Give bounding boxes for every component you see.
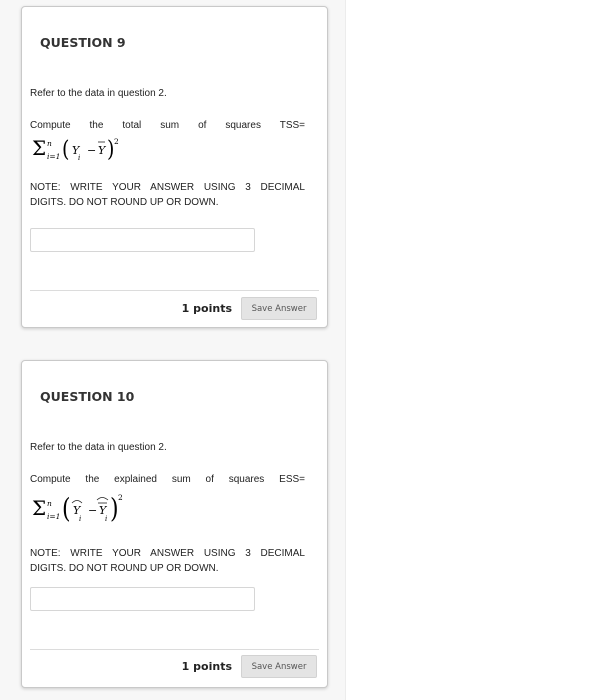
- open-paren: (: [62, 492, 71, 525]
- question-title: QUESTION 10: [40, 389, 135, 404]
- divider: [30, 649, 319, 650]
- points-label: 1 points: [181, 302, 232, 315]
- question-prompt: Compute the total sum of squares TSS=: [30, 120, 305, 131]
- open-paren: (: [62, 135, 70, 163]
- term-y: Y: [72, 144, 80, 157]
- sigma-symbol: Σ: [32, 496, 47, 520]
- ess-formula: [30, 489, 305, 529]
- term-y-subscript: i: [78, 154, 81, 162]
- save-answer-button[interactable]: Save Answer: [241, 655, 317, 678]
- term-yhat-subscript: i: [79, 515, 82, 523]
- save-answer-button[interactable]: Save Answer: [241, 297, 317, 320]
- term-yhat: Y: [73, 504, 81, 517]
- term-ybar: Y: [98, 144, 106, 157]
- question-intro: Refer to the data in question 2.: [30, 88, 167, 99]
- note-line-1: NOTE: WRITE YOUR ANSWER USING 3 DECIMAL: [30, 548, 305, 559]
- hat-accent: [72, 501, 82, 504]
- sum-lower-limit: i=1: [47, 512, 61, 521]
- question-prompt: Compute the explained sum of squares ESS=: [30, 474, 305, 485]
- question-body: [30, 440, 305, 576]
- answer-input[interactable]: [30, 587, 255, 611]
- sum-upper-limit: n: [47, 499, 52, 508]
- question-title: QUESTION 9: [40, 35, 126, 50]
- sigma-symbol: Σ: [32, 136, 47, 160]
- minus-sign: −: [88, 504, 98, 517]
- tss-formula: [30, 135, 305, 167]
- points-label: 1 points: [181, 660, 232, 673]
- question-10-card: [21, 360, 328, 688]
- question-note: [30, 546, 305, 576]
- question-intro: Refer to the data in question 2.: [30, 442, 167, 453]
- note-line-1: NOTE: WRITE YOUR ANSWER USING 3 DECIMAL: [30, 182, 305, 193]
- close-paren: ): [107, 135, 115, 163]
- divider: [30, 290, 319, 291]
- question-note: [30, 180, 305, 210]
- close-paren: ): [110, 492, 119, 525]
- exponent: 2: [118, 493, 123, 502]
- note-line-2: DIGITS. DO NOT ROUND UP OR DOWN.: [30, 197, 219, 208]
- term-yhatbar: Y: [99, 504, 107, 517]
- question-9-card: [21, 6, 328, 328]
- hat-accent: [97, 498, 108, 501]
- sum-upper-limit: n: [47, 139, 52, 148]
- term-yhatbar-subscript: i: [105, 515, 108, 523]
- answer-input[interactable]: [30, 228, 255, 252]
- exponent: 2: [114, 137, 119, 146]
- side-panel: [345, 0, 602, 700]
- question-body: [30, 86, 305, 210]
- sum-lower-limit: i=1: [47, 152, 61, 161]
- minus-sign: −: [87, 144, 97, 157]
- note-line-2: DIGITS. DO NOT ROUND UP OR DOWN.: [30, 563, 219, 574]
